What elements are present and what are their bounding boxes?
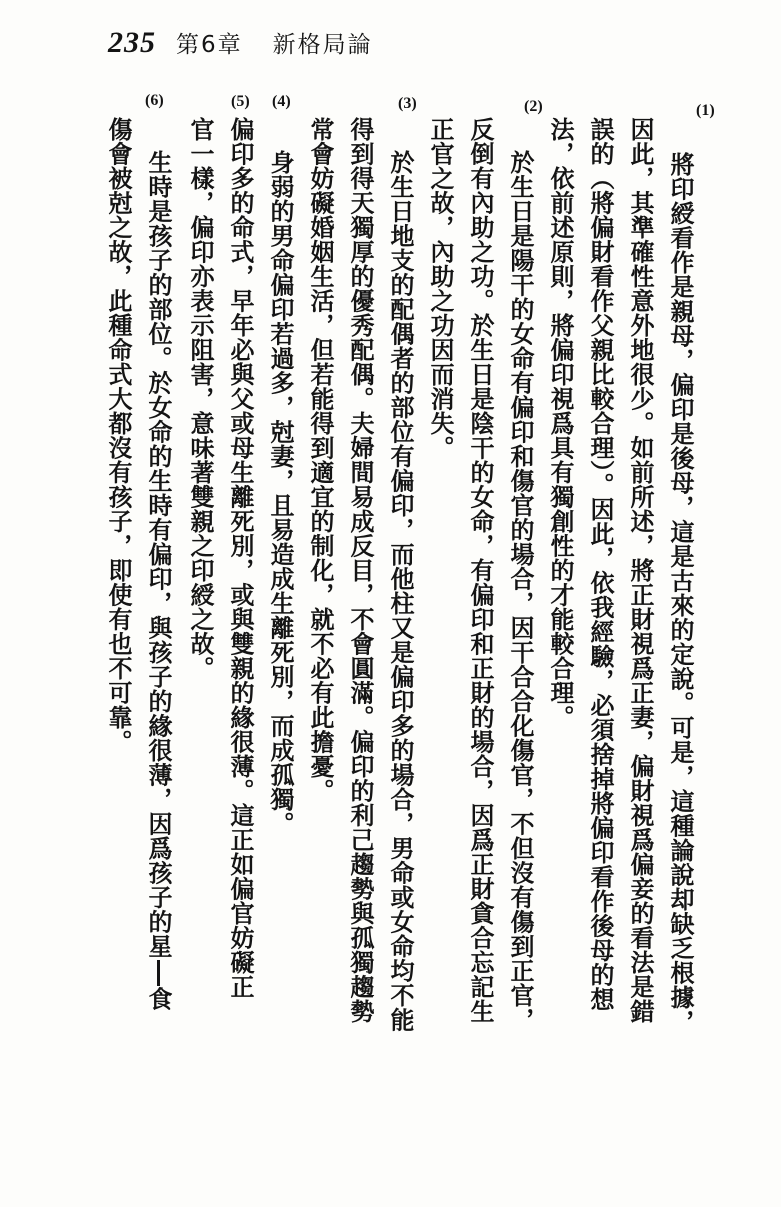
text-column-14-main: 生時是孩子的部位。於女命的生時有偏印，與孩子的緣很薄，因爲孩子的星 — [144, 150, 172, 959]
section-title: 新格局論 — [272, 32, 373, 58]
paragraph-marker-1: (1) — [696, 102, 715, 119]
text-column-2: 因此，其準確性意外地很少。如前所述，將正財視爲正妻，偏財視爲偏妾的看法是錯 — [626, 117, 654, 1024]
text-column-1: 將印綬看作是親母，偏印是後母，這是古來的定說。可是，這種論說却缺乏根據， — [666, 152, 694, 1034]
chapter-label: 第6章 — [176, 32, 243, 58]
text-column-9: 得到得天獨厚的優秀配偶。夫婦間易成反目，不會圓滿。偏印的利己趨勢與孤獨趨勢 — [346, 117, 374, 1024]
text-column-10: 常會妨礙婚姻生活，但若能得到適宜的制化，就不必有此擔憂。 — [306, 117, 334, 803]
text-column-7: 正官之故，內助之功因而消失。 — [426, 117, 454, 460]
page-header — [108, 26, 373, 66]
text-column-4: 法，依前述原則，將偏印視爲具有獨創性的才能較合理。 — [546, 117, 574, 730]
text-column-13: 官一樣，偏印亦表示阻害，意味著雙親之印綬之故。 — [186, 117, 214, 681]
paragraph-marker-3: (3) — [398, 95, 417, 112]
paragraph-marker-4: (4) — [272, 93, 291, 110]
text-column-3: 誤的（將偏財看作父親比較合理）。因此，依我經驗，必須捨掉將偏印看作後母的想 — [586, 117, 614, 1012]
paragraph-marker-5: (5) — [231, 93, 250, 110]
text-column-14 — [142, 150, 174, 1011]
dash-mark — [157, 960, 160, 986]
text-column-11: 身弱的男命偏印若過多，尅妻，且易造成生離死別，而成孤獨。 — [266, 150, 294, 836]
paragraph-marker-2: (2) — [524, 98, 543, 115]
text-column-8: 於生日地支的配偶者的部位有偏印，而他柱又是偏印多的場合，男命或女命均不能 — [386, 150, 414, 1032]
text-column-15: 傷會被尅之故，此種命式大都沒有孩子，即使有也不可靠。 — [104, 117, 132, 754]
paragraph-marker-6: (6) — [145, 92, 164, 109]
text-column-14-end: 食 — [144, 986, 172, 1011]
page-number: 235 — [108, 26, 156, 59]
text-column-5: 於生日是陽干的女命有偏印和傷官的場合，因干合合化傷官，不但沒有傷到正官， — [506, 150, 534, 1032]
text-column-12: 偏印多的命式，早年必與父或母生離死別，或與雙親的緣很薄。這正如偏官妨礙正 — [226, 117, 254, 999]
text-column-6: 反倒有內助之功。於生日是陰干的女命，有偏印和正財的場合，因爲正財貪合忘記生 — [466, 117, 494, 1024]
